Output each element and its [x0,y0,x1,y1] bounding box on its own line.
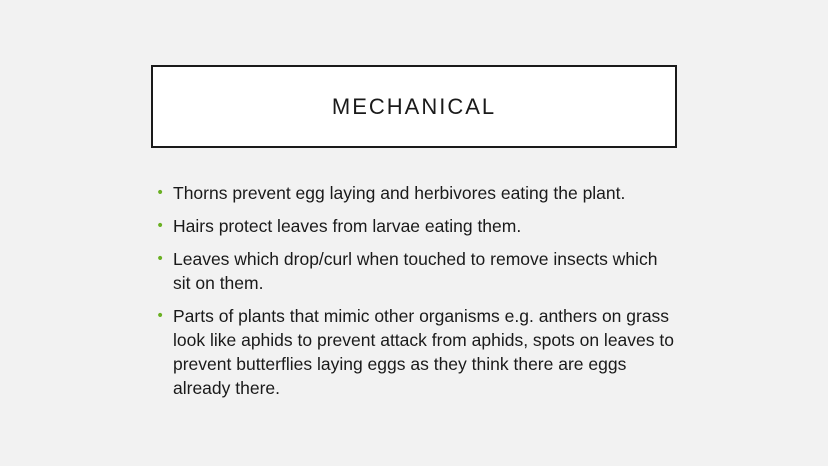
title-box [151,65,677,148]
bullet-text: Thorns prevent egg laying and herbivores eating the plant. [173,183,626,203]
bullet-list [156,181,676,409]
bullet-icon: • [156,218,165,234]
bullet-text: Hairs protect leaves from larvae eating them. [173,216,522,236]
bullet-text: Leaves which drop/curl when touched to remove insects which sit on them. [173,249,658,293]
bullet-item [156,304,676,400]
bullet-icon: • [156,308,165,324]
bullet-item [156,214,676,238]
bullet-item [156,247,676,295]
bullet-item [156,181,676,205]
bullet-text: Parts of plants that mimic other organisms e.g. anthers on grass look like aphids to prevent attack from aphids, spots on leaves to prevent butterflies laying eggs as they think there are eggs already there. [173,306,674,398]
slide-title: MECHANICAL [331,93,497,119]
bullet-icon: • [156,251,165,267]
bullet-icon: • [156,185,165,201]
